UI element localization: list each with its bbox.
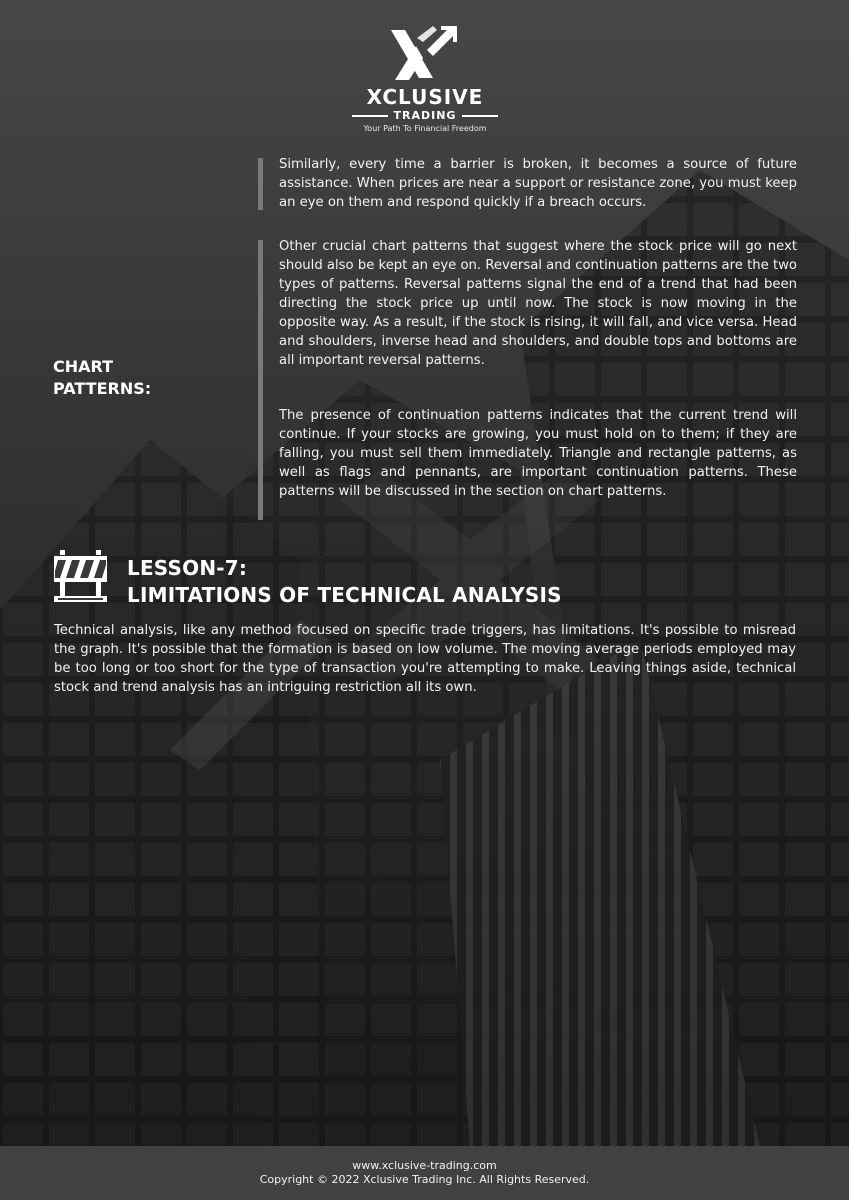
chart-patterns-heading <box>53 356 233 400</box>
brand-subname-row <box>340 109 510 122</box>
quote-bar <box>258 158 263 210</box>
footer <box>0 1146 849 1200</box>
lesson-number: LESSON-7: <box>127 556 248 580</box>
chart-patterns-paragraph: Other crucial chart patterns that suggest where the stock price will go next should also be kept an eye on. Reversal and continuation patterns are the two types of patterns. Reversal patterns signal the end of a trend that had been directing the stock price up until now. The stock is now moving in the opposite way. As a result, if the stock is rising, it will fall, and vice versa. Head and shoulders, inverse head and shoulders, and double tops and bottoms are all important reversal patterns. <box>279 239 797 368</box>
brand-subname: TRADING <box>393 109 457 122</box>
heading-line: PATTERNS: <box>53 379 152 398</box>
continuation-paragraph: The presence of continuation patterns indicates that the current trend will continue. If your stocks are growing, you must hold on to them; if they are falling, you must sell them immediately. Triangle and rectangle patterns, as well as flags and pennants, are important continuation patterns. These patterns will be discussed in the section on chart patterns. <box>279 408 797 499</box>
lesson-title <box>127 555 562 609</box>
footer-copyright: Copyright © 2022 Xclusive Trading Inc. All Rights Reserved. <box>259 1173 590 1186</box>
heading-line: CHART <box>53 357 114 376</box>
quote-bar <box>258 240 263 520</box>
intro-paragraph: Similarly, every time a barrier is broken, it becomes a source of future assistance. When prices are near a support or resistance zone, you must keep an eye on them and respond quickly if a breach occurs. <box>279 157 797 210</box>
road-barrier-icon <box>52 549 109 606</box>
brand-rule-left <box>352 115 388 117</box>
brand-name: XCLUSIVE <box>366 85 484 109</box>
brand-rule-right <box>462 115 498 117</box>
lesson-body-paragraph: Technical analysis, like any method focused on specific trade triggers, has limitations. It's possible to misread the graph. It's possible that the formation is based on low volume. The moving average periods employed may be too long or too short for the type of transaction you're attempting to make. Leaving things aside, technical stock and trend analysis has an intriguing restriction all its own. <box>54 623 796 695</box>
footer-website-link[interactable]: www.xclusive-trading.com <box>352 1159 497 1172</box>
x-arrow-logo-icon <box>387 24 463 86</box>
brand-tagline: Your Path To Financial Freedom <box>363 124 487 133</box>
brand-logo <box>340 24 510 136</box>
lesson-name: LIMITATIONS OF TECHNICAL ANALYSIS <box>127 583 562 607</box>
